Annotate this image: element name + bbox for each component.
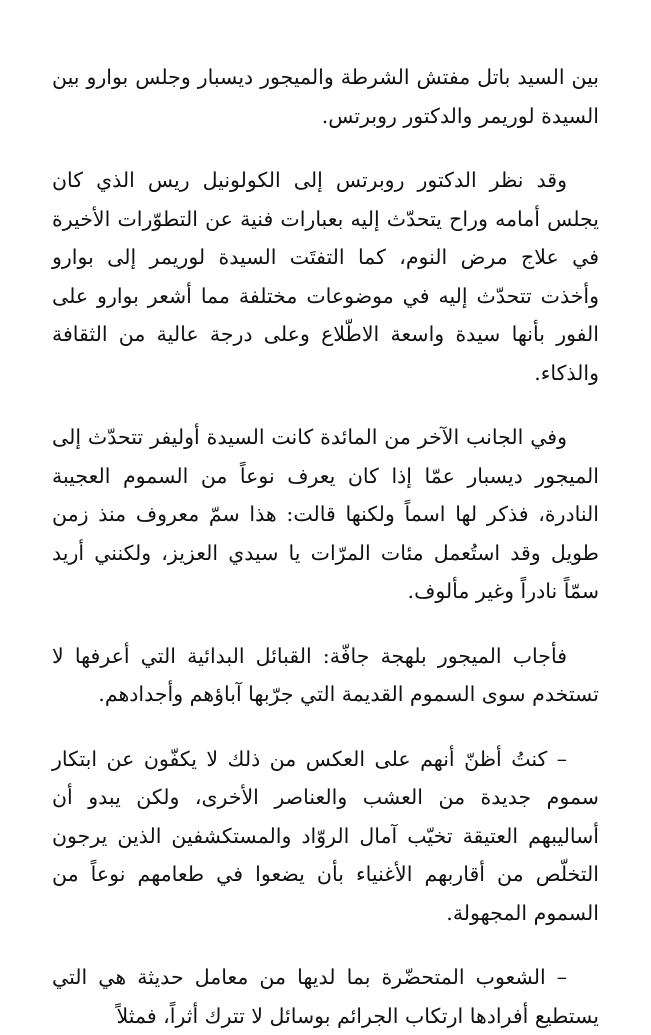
paragraph-3: وفي الجانب الآخر من المائدة كانت السيدة أوليفر تتحدّث إلى الميجور ديسبار عمّا إذا كان يعرف نوعاً من السموم العجيبة النادرة، فذكر لها اسماً ولكنها قالت: هذا سمّ معروف منذ زمن طويل وقد استُعمل مئات المرّات يا سيدي العزيز، ولكنني أريد سمّاً نادراً وغير مألوف.: [52, 425, 599, 603]
paragraph-6: – الشعوب المتحضّرة بما لديها من معامل حديثة هي التي يستطيع أفرادها ارتكاب الجرائم بوسائل لا تترك أثراً، فمثلاً: [52, 965, 599, 1028]
paragraph-4: فأجاب الميجور بلهجة جافّة: القبائل البدائية التي أعرفها لا تستخدم سوى السموم القديمة التي جرّبها آباؤهم وأجدادهم.: [52, 643, 599, 706]
book-page: [52, 58, 599, 1035]
paragraph-1: بين السيد باتل مفتش الشرطة والميجور ديسبار وجلس بوارو بين السيدة لوريمر والدكتور روبرتس.: [52, 65, 599, 128]
paragraph-5: – كنتُ أظنّ أنهم على العكس من ذلك لا يكفّون عن ابتكار سموم جديدة من العشب والعناصر الأخرى، ولكن يبدو أن أساليبهم العتيقة تخيّب آمال الروّاد والمستكشفين الذين يرجون التخلّص من أقاربهم الأغنياء بأن يضعوا في طعامهم نوعاً من السموم المجهولة.: [52, 746, 599, 925]
paragraph-2: وقد نظر الدكتور روبرتس إلى الكولونيل ريس الذي كان يجلس أمامه وراح يتحدّث إليه بعبارات فنية عن التطوّرات الأخيرة في علاج مرض النوم، كما التفتَت السيدة لوريمر إلى بوارو وأخذت تتحدّث إليه في موضوعات مختلفة مما أشعر بوارو على الفور بأنها سيدة واسعة الاطّلاع وعلى درجة عالية من الثقافة والذكاء.: [52, 168, 599, 385]
